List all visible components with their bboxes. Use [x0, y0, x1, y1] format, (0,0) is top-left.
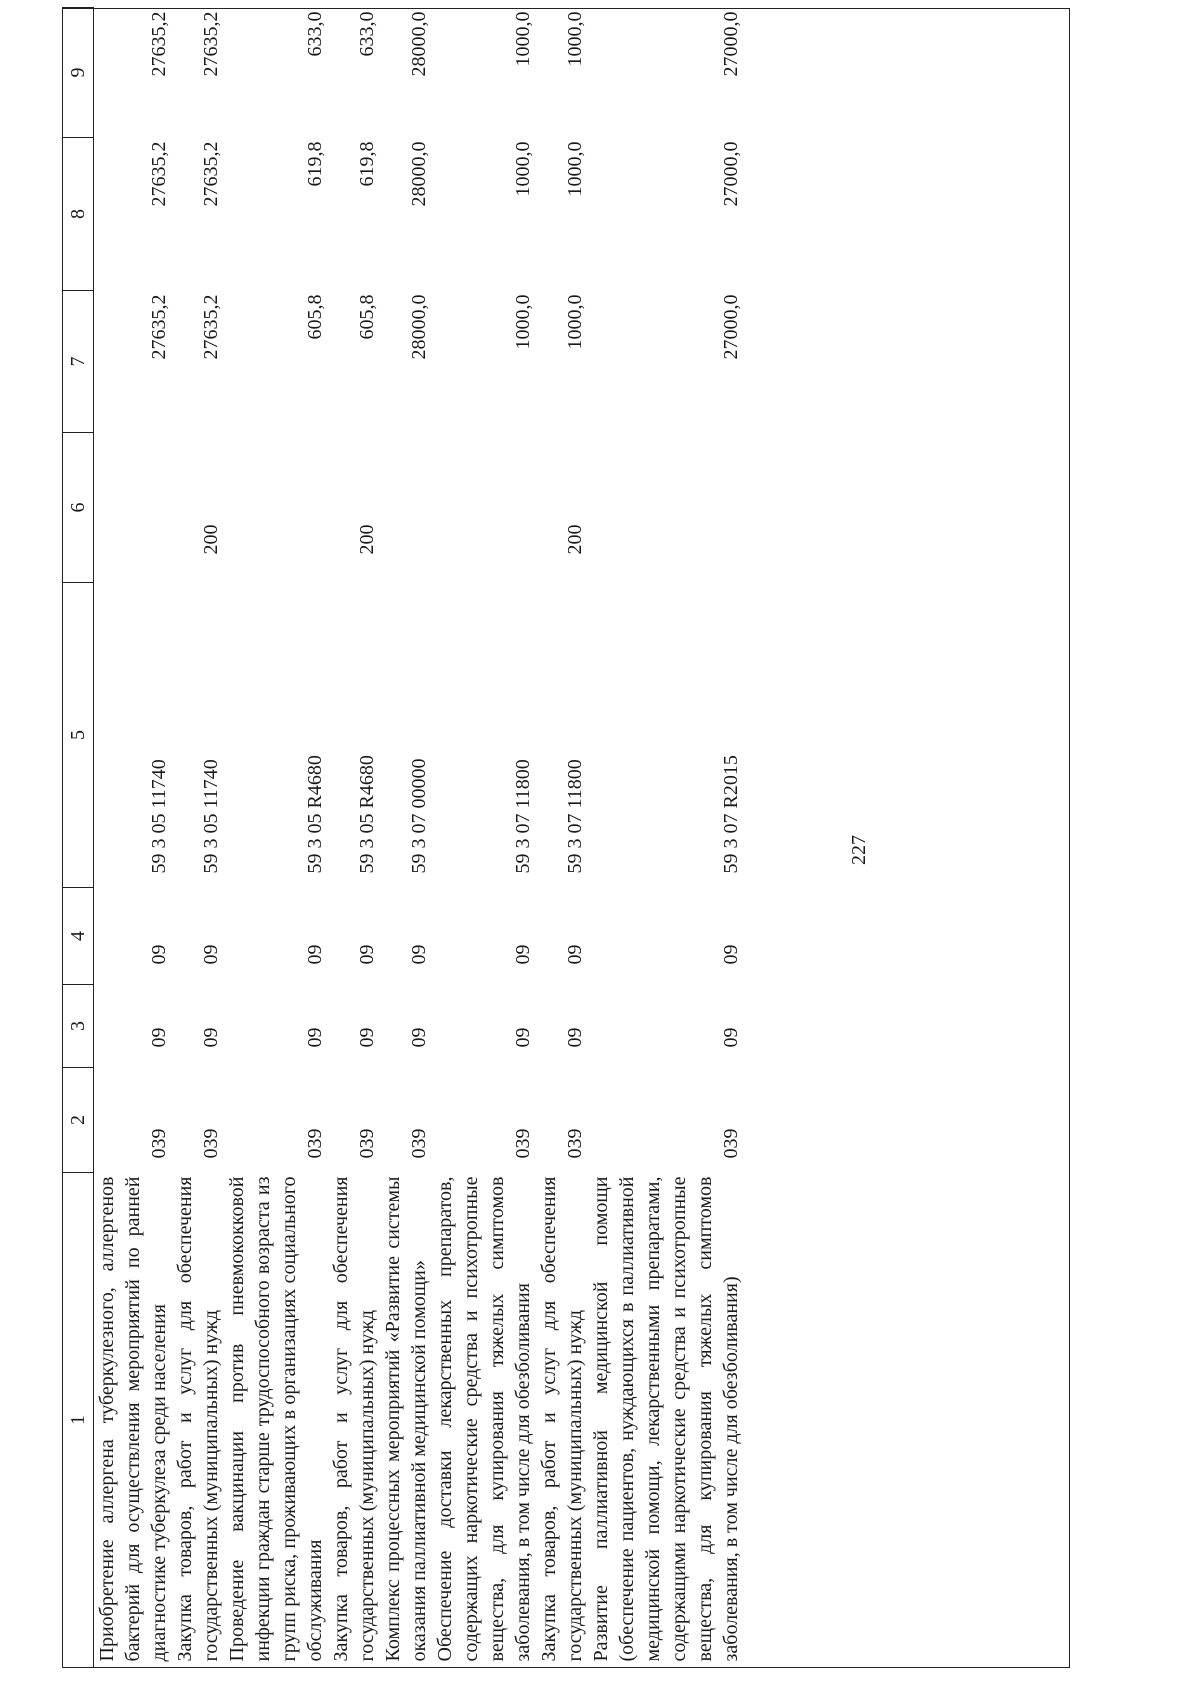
- header-col-2: 2: [63, 1068, 94, 1173]
- row-section-code: 09: [408, 1027, 430, 1048]
- row-name: Комплекс процессных мероприятий «Развитие системы оказания паллиативной медицинской помощи»: [382, 1176, 430, 1662]
- header-col-8: 8: [63, 138, 94, 291]
- page-number: 227: [848, 835, 870, 865]
- row-subsection-code: 09: [148, 944, 170, 965]
- row-ministry-code: 039: [408, 1128, 430, 1159]
- row-amount-3: 1000,0: [512, 11, 534, 67]
- row-ministry-code: 039: [720, 1128, 742, 1159]
- row-expense-type: 200: [356, 524, 378, 555]
- row-amount-3: 1000,0: [564, 11, 586, 67]
- row-amount-2: 28000,0: [408, 141, 430, 207]
- row-amount-1: 605,8: [356, 294, 378, 340]
- row-amount-2: 27000,0: [720, 141, 742, 207]
- row-amount-3: 633,0: [356, 11, 378, 57]
- row-amount-1: 1000,0: [512, 294, 534, 350]
- row-name: Проведение вакцинации против пневмококковой инфекции граждан старше трудоспособного возраста из групп риска, проживающих в организациях социального обслуживания: [226, 1176, 326, 1662]
- row-target-code: 59 3 05 11740: [148, 759, 170, 874]
- row-subsection-code: 09: [200, 944, 222, 965]
- row-section-code: 09: [200, 1027, 222, 1048]
- row-subsection-code: 09: [720, 944, 742, 965]
- row-target-code: 59 3 05 11740: [200, 759, 222, 874]
- table-row: [588, 8, 746, 1668]
- budget-table: [62, 7, 746, 1668]
- header-col-7: 7: [63, 291, 94, 433]
- row-amount-2: 619,8: [304, 141, 326, 187]
- row-amount-2: 1000,0: [512, 141, 534, 197]
- table-row: [536, 8, 588, 1668]
- row-amount-1: 1000,0: [564, 294, 586, 350]
- table-row: [328, 8, 380, 1668]
- row-target-code: 59 3 07 R2015: [720, 755, 742, 874]
- row-amount-1: 27000,0: [720, 294, 742, 360]
- row-ministry-code: 039: [200, 1128, 222, 1159]
- row-amount-2: 27635,2: [200, 141, 222, 207]
- table-row: [94, 8, 173, 1668]
- table-row: [380, 8, 432, 1668]
- row-subsection-code: 09: [512, 944, 534, 965]
- header-col-3: 3: [63, 985, 94, 1068]
- header-col-6: 6: [63, 433, 94, 583]
- row-section-code: 09: [720, 1027, 742, 1048]
- row-name: Закупка товаров, работ и услуг для обеспечения государственных (муниципальных) нужд: [330, 1176, 378, 1662]
- row-name: Закупка товаров, работ и услуг для обеспечения государственных (муниципальных) нужд: [538, 1176, 586, 1662]
- row-section-code: 09: [564, 1027, 586, 1048]
- row-target-code: 59 3 07 11800: [564, 759, 586, 874]
- row-name: Развитие паллиативной медицинской помощи (обеспечение пациентов, нуждающихся в паллиативной медицинской помощи, лекарственными препаратами, содержащими наркотические средства и психотропные вещества, для купирования тяжелых симптомов заболевания, в том числе для обезболивания): [590, 1176, 742, 1662]
- table-row: [432, 8, 536, 1668]
- row-section-code: 09: [356, 1027, 378, 1048]
- row-amount-3: 28000,0: [408, 11, 430, 77]
- row-ministry-code: 039: [356, 1128, 378, 1159]
- row-amount-3: 633,0: [304, 11, 326, 57]
- header-col-9: 9: [63, 8, 94, 138]
- row-expense-type: [588, 433, 746, 583]
- row-amount-3: 27000,0: [720, 11, 742, 77]
- row-amount-1: 605,8: [304, 294, 326, 340]
- table-row: [224, 8, 328, 1668]
- row-section-code: 09: [304, 1027, 326, 1048]
- row-expense-type: [432, 433, 536, 583]
- table-row: [172, 8, 224, 1668]
- row-name: Приобретение аллергена туберкулезного, аллергенов бактерий для осуществления мероприятий по ранней диагностике туберкулеза среди населения: [96, 1176, 170, 1662]
- row-name: Обеспечение доставки лекарственных препаратов, содержащих наркотические средства и психотропные вещества, для купирования тяжелых симптомов заболевания, в том числе для обезболивания: [434, 1176, 534, 1662]
- row-expense-type: [94, 433, 173, 583]
- row-amount-2: 27635,2: [148, 141, 170, 207]
- row-amount-1: 27635,2: [200, 294, 222, 360]
- row-target-code: 59 3 05 R4680: [356, 755, 378, 874]
- row-expense-type: [380, 433, 432, 583]
- row-ministry-code: 039: [304, 1128, 326, 1159]
- row-ministry-code: 039: [512, 1128, 534, 1159]
- row-amount-2: 619,8: [356, 141, 378, 187]
- row-target-code: 59 3 07 00000: [408, 758, 430, 874]
- row-amount-1: 28000,0: [408, 294, 430, 360]
- row-subsection-code: 09: [408, 944, 430, 965]
- row-subsection-code: 09: [304, 944, 326, 965]
- row-target-code: 59 3 07 11800: [512, 759, 534, 874]
- table-header-row: [63, 8, 94, 1668]
- row-expense-type: 200: [200, 524, 222, 555]
- row-section-code: 09: [148, 1027, 170, 1048]
- row-amount-2: 1000,0: [564, 141, 586, 197]
- row-name: Закупка товаров, работ и услуг для обеспечения государственных (муниципальных) нужд: [174, 1176, 222, 1662]
- row-expense-type: 200: [564, 524, 586, 555]
- row-section-code: 09: [512, 1027, 534, 1048]
- header-col-4: 4: [63, 888, 94, 985]
- row-expense-type: [224, 433, 328, 583]
- row-subsection-code: 09: [356, 944, 378, 965]
- row-amount-3: 27635,2: [148, 11, 170, 77]
- header-col-5: 5: [63, 583, 94, 888]
- row-amount-1: 27635,2: [148, 294, 170, 360]
- header-col-1: 1: [63, 1173, 94, 1668]
- row-ministry-code: 039: [564, 1128, 586, 1159]
- row-subsection-code: 09: [564, 944, 586, 965]
- row-ministry-code: 039: [148, 1128, 170, 1159]
- row-amount-3: 27635,2: [200, 11, 222, 77]
- row-target-code: 59 3 05 R4680: [304, 755, 326, 874]
